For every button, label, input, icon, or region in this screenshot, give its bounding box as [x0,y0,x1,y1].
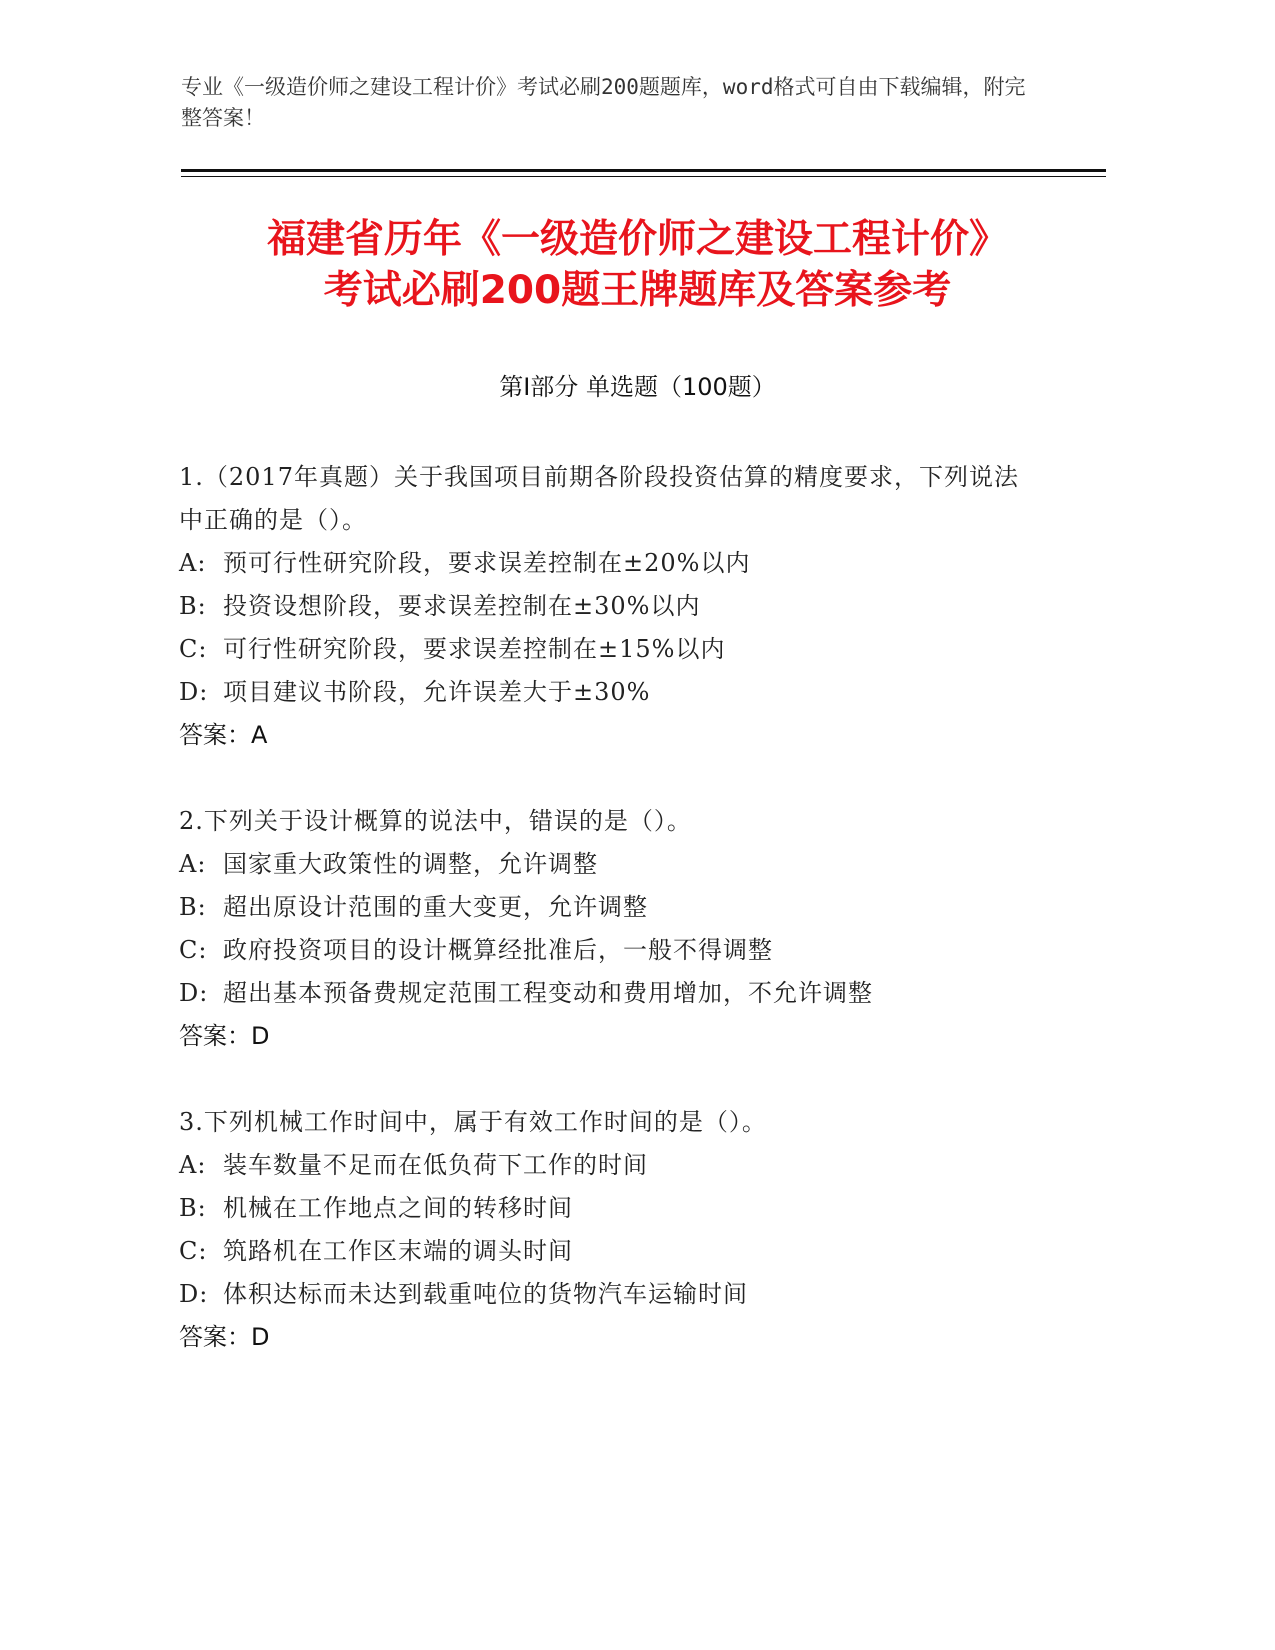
title-line-2: 考试必刷200题王牌题库及答案参考 [323,268,952,313]
option-text: 可行性研究阶段，要求误差控制在±15%以内 [223,635,726,663]
answer-line: 答案：D [179,1022,270,1050]
option-c [179,1230,1039,1273]
answer-line: 答案：D [179,1323,270,1351]
title-line-1: 福建省历年《一级造价师之建设工程计价》 [266,217,1008,262]
option-text: 体积达标而未达到载重吨位的货物汽车运输时间 [223,1280,748,1308]
option-text: 政府投资项目的设计概算经批准后，一般不得调整 [223,936,773,964]
option-key: D: [179,1280,209,1308]
option-b [179,886,1039,929]
option-c [179,929,1039,972]
option-a [179,542,1039,585]
question-2 [179,800,1039,1058]
question-3 [179,1101,1039,1359]
option-d [179,972,1039,1015]
question-stem: 3.下列机械工作时间中，属于有效工作时间的是（）。 [179,1108,767,1136]
option-text: 机械在工作地点之间的转移时间 [223,1194,573,1222]
option-key: B: [179,592,207,620]
option-text: 装车数量不足而在低负荷下工作的时间 [223,1151,648,1179]
option-b [179,585,1039,628]
question-1 [179,456,1039,757]
option-b [179,1187,1039,1230]
answer-line: 答案：A [179,721,268,749]
question-stem: 2.下列关于设计概算的说法中，错误的是（）。 [179,807,692,835]
option-text: 筑路机在工作区末端的调头时间 [223,1237,573,1265]
option-a [179,843,1039,886]
option-text: 超出基本预备费规定范围工程变动和费用增加，不允许调整 [223,979,873,1007]
option-c [179,628,1039,671]
option-d [179,1273,1039,1316]
option-key: C: [179,936,208,964]
section-heading: 第I部分 单选题（100题） [499,373,776,401]
option-key: C: [179,635,208,663]
option-key: D: [179,678,209,706]
option-text: 投资设想阶段，要求误差控制在±30%以内 [223,592,701,620]
option-d [179,671,1039,714]
option-key: A: [179,1151,207,1179]
option-key: B: [179,893,207,921]
option-text: 国家重大政策性的调整，允许调整 [223,850,598,878]
option-key: C: [179,1237,208,1265]
option-text: 超出原设计范围的重大变更，允许调整 [223,893,648,921]
option-text: 项目建议书阶段，允许误差大于±30% [223,678,651,706]
option-text: 预可行性研究阶段，要求误差控制在±20%以内 [223,549,751,577]
option-key: A: [179,549,207,577]
option-key: D: [179,979,209,1007]
option-key: B: [179,1194,207,1222]
header-note: 专业《一级造价师之建设工程计价》考试必刷200题题库，word格式可自由下载编辑，附完整答案！ [181,75,1026,130]
option-a [179,1144,1039,1187]
option-key: A: [179,850,207,878]
header-divider-thin [181,176,1106,177]
question-stem: 1.（2017年真题）关于我国项目前期各阶段投资估算的精度要求，下列说法中正确的是（）。 [179,463,1019,534]
question-list [179,456,1039,1402]
header-divider-thick [181,169,1106,172]
document-title [150,214,1125,316]
